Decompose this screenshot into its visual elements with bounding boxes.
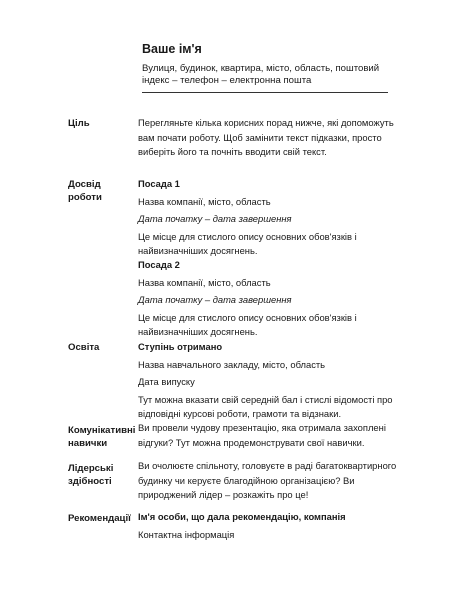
education-description[interactable]: Тут можна вказати свій середній бал і стислі відомості про відповідні курсові роботи, грамоти та відзнаки. — [138, 393, 393, 419]
section-label-experience: Досвід роботи — [68, 179, 102, 203]
resume-header — [142, 42, 392, 87]
section-label-communication: Комунікативні навички — [68, 425, 136, 449]
job-dates[interactable]: Дата початку – дата завершення — [138, 294, 292, 305]
job-company[interactable]: Назва компанії, місто, область — [138, 276, 271, 288]
graduation-date[interactable]: Дата випуску — [138, 376, 195, 387]
section-content-communication — [138, 421, 400, 450]
school-name[interactable]: Назва навчального закладу, місто, область — [138, 358, 326, 370]
section-label-references: Рекомендації — [68, 513, 131, 524]
section-content-experience-2 — [138, 258, 400, 344]
goal-text[interactable]: Перегляньте кілька корисних порад нижче, які допоможуть вам почати роботу. Щоб замінити текст підказки, просто виберіть його та почніть вводити свій текст. — [138, 117, 394, 157]
section-content-goal — [138, 116, 400, 160]
job-description[interactable]: Це місце для стислого опису основних обов'язків і найвизначніших досягнень. — [138, 230, 357, 256]
leadership-text[interactable]: Ви очолюєте спільноту, головуєте в раді багатоквартирного будинку чи керуєте благодійною організацією? Ви природжений лідер – розкажіть про це! — [138, 460, 397, 500]
reference-contact[interactable]: Контактна інформація — [138, 528, 235, 540]
section-label-leadership: Лідерські здібності — [68, 463, 114, 487]
section-content-leadership — [138, 459, 400, 503]
job-dates[interactable]: Дата початку – дата завершення — [138, 213, 292, 224]
job-company[interactable]: Назва компанії, місто, область — [138, 195, 271, 207]
section-content-references — [138, 510, 400, 542]
section-content-education — [138, 340, 400, 422]
job-description[interactable]: Це місце для стислого опису основних обов'язків і найвизначніших досягнень. — [138, 311, 357, 337]
section-label-goal: Ціль — [68, 118, 90, 129]
section-content-experience — [138, 177, 400, 263]
reference-name[interactable]: Ім'я особи, що дала рекомендацію, компанія — [138, 511, 346, 522]
contact-info[interactable]: Вулиця, будинок, квартира, місто, область, поштовий індекс – телефон – електронна пошта — [142, 63, 380, 86]
header-divider — [142, 92, 388, 93]
resume-name[interactable]: Ваше ім'я — [142, 42, 202, 56]
job-title[interactable]: Посада 1 — [138, 178, 180, 189]
communication-text[interactable]: Ви провели чудову презентацію, яка отримала захоплені відгуки? Тут можна продемонструвати свої навички. — [138, 422, 386, 448]
degree-title[interactable]: Ступінь отримано — [138, 341, 223, 352]
section-label-education: Освіта — [68, 342, 100, 353]
job-title[interactable]: Посада 2 — [138, 259, 180, 270]
